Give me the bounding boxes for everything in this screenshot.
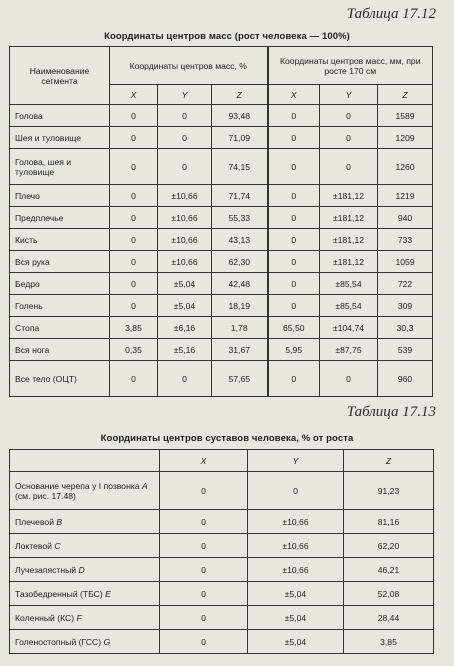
cell-value: 0 [268, 127, 320, 149]
cell-value: ±10,66 [248, 510, 344, 534]
joint-name [10, 510, 160, 534]
cell-value: ±85,54 [320, 273, 378, 295]
cell-value: 71,74 [212, 185, 268, 207]
segment-name: Голова, шея и туловище [10, 149, 110, 185]
joint-name [10, 630, 160, 654]
segment-name: Все тело (ОЦТ) [10, 361, 110, 397]
cell-value: 55,33 [212, 207, 268, 229]
joint-letter: C [54, 540, 61, 551]
cell-value: 940 [378, 207, 433, 229]
segment-name: Плечо [10, 185, 110, 207]
cell-value: 0 [320, 127, 378, 149]
cell-value: 0 [268, 105, 320, 127]
joint-name [10, 606, 160, 630]
cell-value: 733 [378, 229, 433, 251]
cell-value: 91,23 [344, 472, 434, 510]
cell-value: 0 [110, 127, 158, 149]
table-row [10, 582, 434, 606]
cell-value: 0 [160, 558, 248, 582]
cell-value: 0 [158, 149, 212, 185]
cell-value: 1,78 [212, 317, 268, 339]
cell-value: 30,3 [378, 317, 433, 339]
cell-value: 0 [158, 105, 212, 127]
cell-value: 0 [160, 472, 248, 510]
axis-y: Y [158, 85, 212, 105]
axis-z: Z [212, 85, 268, 105]
cell-value: 0 [268, 207, 320, 229]
axis-y: Y [320, 85, 378, 105]
joint-name [10, 472, 160, 510]
table-number-17-12: Таблица 17.12 [346, 6, 436, 22]
cell-value: 62,30 [212, 251, 268, 273]
cell-value: 0 [268, 251, 320, 273]
cell-value: ±181,12 [320, 251, 378, 273]
joint-label: Лучезапястный [15, 564, 77, 575]
joint-letter: F [76, 612, 82, 623]
joint-letter: A [141, 480, 148, 491]
segment-name: Предплечье [10, 207, 110, 229]
joint-name [10, 582, 160, 606]
cell-value: 93,48 [212, 105, 268, 127]
table-row [10, 361, 433, 397]
header-percent: Координаты центров масс, % [110, 47, 268, 85]
cell-value: 1589 [378, 105, 433, 127]
cell-value: 57,65 [212, 361, 268, 397]
table-row [10, 207, 433, 229]
cell-value: 960 [378, 361, 433, 397]
table-row [10, 606, 434, 630]
table-row [10, 273, 433, 295]
centers-of-mass-table [9, 46, 433, 397]
cell-value: 309 [378, 295, 433, 317]
cell-value: 0 [320, 105, 378, 127]
cell-value: 1260 [378, 149, 433, 185]
table-row [10, 229, 433, 251]
cell-value: 0 [268, 295, 320, 317]
table-row [10, 127, 433, 149]
joint-name [10, 534, 160, 558]
table-title-17-12: Координаты центров масс (рост человека — 100%) [104, 31, 350, 42]
table-row [10, 339, 433, 361]
cell-value: 46,21 [344, 558, 434, 582]
joint-label: Коленный (КС) [15, 612, 75, 623]
cell-value: ±10,66 [158, 251, 212, 273]
joint-label: Тазобедренный (ТБС) [15, 588, 103, 599]
segment-name: Стопа [10, 317, 110, 339]
cell-value: 0 [110, 361, 158, 397]
cell-value: 74,15 [212, 149, 268, 185]
table-number-17-13: Таблица 17.13 [346, 404, 436, 420]
cell-value: 3,85 [110, 317, 158, 339]
cell-value: ±104,74 [320, 317, 378, 339]
table-row [10, 149, 433, 185]
cell-value: 539 [378, 339, 433, 361]
joint-letter: E [105, 588, 111, 599]
table-row [10, 534, 434, 558]
axis-z: Z [378, 85, 433, 105]
cell-value: ±5,16 [158, 339, 212, 361]
cell-value: 0 [110, 207, 158, 229]
cell-value: 1219 [378, 185, 433, 207]
cell-value: 42,48 [212, 273, 268, 295]
cell-value: ±6,16 [158, 317, 212, 339]
joint-label: Основание черепа у I позвонка [15, 480, 140, 491]
cell-value: 0 [158, 127, 212, 149]
cell-value: 0 [160, 582, 248, 606]
cell-value: ±5,04 [158, 273, 212, 295]
joint-letter: B [56, 516, 63, 527]
cell-value: 0 [158, 361, 212, 397]
joint-letter: D [78, 564, 85, 575]
table-row [10, 472, 434, 510]
joint-letter: G [103, 636, 111, 647]
cell-value: ±5,04 [158, 295, 212, 317]
cell-value: 722 [378, 273, 433, 295]
segment-name: Шея и туловище [10, 127, 110, 149]
cell-value: 0 [110, 149, 158, 185]
table-row [10, 295, 433, 317]
table-row [10, 317, 433, 339]
header-segment: Наименование сегмента [10, 47, 110, 105]
table-row [10, 558, 434, 582]
cell-value: 31,67 [212, 339, 268, 361]
joint-label: Локтевой [15, 540, 52, 551]
segment-name: Бедро [10, 273, 110, 295]
axis-x: X [160, 450, 248, 472]
cell-value: 0,35 [110, 339, 158, 361]
cell-value: 43,13 [212, 229, 268, 251]
cell-value: ±87,75 [320, 339, 378, 361]
figure-reference: (см. рис. 17.48) [15, 490, 76, 501]
cell-value: 0 [268, 149, 320, 185]
header-mm: Координаты центров масс, мм, при росте 170 см [268, 47, 433, 85]
segment-name: Вся рука [10, 251, 110, 273]
segment-name: Голень [10, 295, 110, 317]
cell-value: 0 [268, 229, 320, 251]
cell-value: 0 [268, 185, 320, 207]
cell-value: 0 [268, 273, 320, 295]
axis-y: Y [248, 450, 344, 472]
cell-value: ±10,66 [158, 207, 212, 229]
cell-value: ±85,54 [320, 295, 378, 317]
cell-value: ±181,12 [320, 229, 378, 251]
cell-value: 0 [248, 472, 344, 510]
cell-value: 0 [110, 229, 158, 251]
axis-x: X [268, 85, 320, 105]
cell-value: 0 [160, 534, 248, 558]
cell-value: 0 [160, 510, 248, 534]
segment-name: Голова [10, 105, 110, 127]
cell-value: ±181,12 [320, 185, 378, 207]
cell-value: 52,08 [344, 582, 434, 606]
cell-value: 5,95 [268, 339, 320, 361]
cell-value: 0 [160, 606, 248, 630]
table-row [10, 510, 434, 534]
cell-value: 18,19 [212, 295, 268, 317]
cell-value: 81,16 [344, 510, 434, 534]
cell-value: 0 [110, 273, 158, 295]
cell-value: ±10,66 [248, 558, 344, 582]
cell-value: 0 [110, 251, 158, 273]
axis-x: X [110, 85, 158, 105]
cell-value: 3,85 [344, 630, 434, 654]
segment-name: Кисть [10, 229, 110, 251]
cell-value: ±5,04 [248, 630, 344, 654]
joint-label: Голеностопный (ГСС) [15, 636, 102, 647]
table-row [10, 251, 433, 273]
cell-value: 0 [320, 361, 378, 397]
cell-value: ±10,66 [248, 534, 344, 558]
table-row [10, 185, 433, 207]
cell-value: ±181,12 [320, 207, 378, 229]
cell-value: 0 [160, 630, 248, 654]
cell-value: 0 [320, 149, 378, 185]
cell-value: ±10,66 [158, 185, 212, 207]
cell-value: ±5,04 [248, 606, 344, 630]
table-row [10, 630, 434, 654]
cell-value: 62,20 [344, 534, 434, 558]
cell-value: 0 [110, 105, 158, 127]
joint-label: Плечевой [15, 516, 54, 527]
cell-value: ±10,66 [158, 229, 212, 251]
header-joint [10, 450, 160, 472]
cell-value: 0 [110, 295, 158, 317]
cell-value: 0 [110, 185, 158, 207]
axis-z: Z [344, 450, 434, 472]
joint-name [10, 558, 160, 582]
cell-value: 28,44 [344, 606, 434, 630]
table-title-17-13: Координаты центров суставов человека, % от роста [100, 433, 354, 444]
cell-value: 0 [268, 361, 320, 397]
cell-value: 1209 [378, 127, 433, 149]
table-row [10, 105, 433, 127]
segment-name: Вся нога [10, 339, 110, 361]
cell-value: 1059 [378, 251, 433, 273]
cell-value: 65,50 [268, 317, 320, 339]
cell-value: ±5,04 [248, 582, 344, 606]
joint-centers-table [9, 449, 434, 654]
cell-value: 71,09 [212, 127, 268, 149]
